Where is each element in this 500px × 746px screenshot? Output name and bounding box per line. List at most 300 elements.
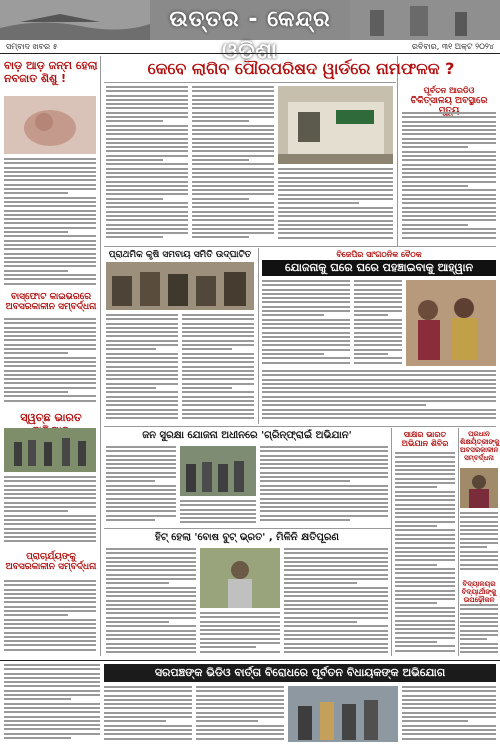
- text-line: [354, 336, 402, 338]
- text-line: [180, 500, 256, 502]
- text-line: [395, 632, 455, 634]
- text-line: [278, 232, 393, 234]
- text-line: [180, 521, 256, 523]
- text-line: [260, 472, 388, 474]
- text-line: [106, 643, 196, 645]
- text-line: [402, 125, 496, 127]
- text-line: [402, 116, 496, 118]
- text-line: [395, 478, 455, 480]
- text-line: [260, 498, 388, 500]
- text-line: [284, 565, 388, 567]
- text-line: [4, 218, 96, 220]
- text-line: [402, 207, 496, 209]
- meeting-photo: [406, 280, 496, 366]
- text-line: [460, 638, 487, 640]
- text-line: [106, 510, 176, 512]
- text-line: [106, 565, 196, 567]
- text-line: [192, 193, 274, 195]
- text-line: [4, 580, 96, 582]
- text-line: [262, 280, 350, 282]
- masthead-title: ଉତ୍ତର - କେନ୍ଦ୍ର ଓଡ଼ିଶା: [169, 7, 331, 64]
- text-line: [106, 493, 176, 495]
- text-line: [4, 278, 96, 280]
- text-line: [192, 215, 274, 217]
- text-line: [278, 224, 393, 226]
- lead-story-body-2: [192, 86, 274, 242]
- text-line: [196, 716, 284, 718]
- text-line: [278, 194, 393, 196]
- text-line: [104, 725, 192, 727]
- text-line: [354, 280, 402, 282]
- text-line: [354, 293, 402, 295]
- text-line: [4, 348, 96, 350]
- text-line: [180, 513, 256, 515]
- text-line: [354, 362, 402, 364]
- text-line: [182, 323, 254, 325]
- text-line: [106, 387, 156, 389]
- text-line: [402, 228, 496, 230]
- text-line: [106, 95, 188, 97]
- text-line: [192, 107, 274, 109]
- text-line: [4, 365, 96, 367]
- text-line: [196, 733, 284, 735]
- text-line: [106, 215, 188, 217]
- text-line: [192, 116, 274, 118]
- text-line: [192, 211, 274, 213]
- text-line: [402, 155, 496, 157]
- text-line: [182, 361, 254, 363]
- text-line: [262, 349, 350, 351]
- text-line: [260, 485, 388, 487]
- dateline: [0, 41, 500, 54]
- text-line: [395, 564, 437, 566]
- text-line: [4, 685, 100, 687]
- text-line: [4, 222, 96, 224]
- text-line: [106, 417, 178, 419]
- text-line: [200, 646, 256, 648]
- text-line: [4, 261, 96, 263]
- text-line: [182, 318, 254, 320]
- text-line: [460, 533, 498, 535]
- text-line: [402, 142, 496, 144]
- text-line: [260, 450, 388, 452]
- text-line: [460, 647, 498, 649]
- text-line: [106, 413, 178, 415]
- bottom-left-body: [4, 664, 100, 744]
- text-line: [106, 515, 176, 517]
- text-line: [284, 595, 388, 597]
- text-line: [4, 188, 96, 190]
- text-line: [460, 625, 498, 627]
- text-line: [106, 634, 196, 636]
- text-line: [278, 211, 393, 213]
- text-line: [402, 151, 496, 153]
- text-line: [106, 176, 188, 178]
- text-line: [192, 163, 274, 165]
- text-line: [402, 121, 496, 123]
- text-line: [395, 538, 455, 540]
- text-line: [395, 529, 455, 531]
- text-line: [395, 602, 437, 604]
- text-line: [4, 703, 100, 705]
- text-line: [354, 357, 402, 359]
- text-line: [192, 185, 274, 187]
- text-line: [354, 319, 402, 321]
- text-line: [4, 502, 96, 504]
- sakshar-headline: ସାକ୍ଷର ଭାରତ ଅଭିଯାନ ଶିବିର: [401, 430, 449, 449]
- text-line: [402, 690, 496, 692]
- swachh-bharat-photo: [4, 428, 96, 472]
- text-line: [192, 86, 274, 88]
- text-line: [395, 650, 455, 652]
- column-rule: [100, 56, 101, 656]
- text-line: [104, 703, 192, 705]
- text-line: [402, 738, 496, 740]
- text-line: [4, 690, 100, 692]
- text-line: [104, 729, 192, 731]
- vidyalaya-headline: ବିଦ୍ୟାଳୟର ବିଦ୍ୟାର୍ଥୀଙ୍କୁ ଉପଢ଼ୌକନ: [461, 580, 497, 605]
- text-line: [192, 103, 274, 105]
- bottom-banner-body-3: [402, 686, 496, 744]
- text-line: [395, 637, 455, 639]
- left-mid2-headline: ସ୍ୱଚ୍ଛ ଭାରତ: [20, 411, 82, 424]
- text-line: [395, 577, 455, 579]
- text-line: [262, 327, 350, 329]
- text-line: [460, 564, 498, 566]
- text-line: [106, 612, 196, 614]
- text-line: [106, 374, 178, 376]
- text-line: [200, 629, 280, 631]
- text-line: [262, 391, 496, 393]
- text-line: [106, 340, 178, 342]
- text-line: [4, 493, 96, 495]
- text-line: [262, 301, 350, 303]
- text-line: [402, 112, 496, 114]
- text-line: [196, 738, 284, 740]
- pramukh-headline: ପ୍ରଧାନ ଶିକ୍ଷୟିତ୍ରୀଙ୍କୁ ଅବସରକାଳୀନ ସମ୍ବର୍ଦ୍ଧନା: [460, 430, 500, 463]
- text-line: [402, 176, 496, 178]
- text-line: [106, 146, 188, 148]
- text-line: [4, 597, 96, 599]
- text-line: [395, 568, 455, 570]
- text-line: [262, 314, 324, 316]
- text-line: [262, 297, 350, 299]
- text-line: [402, 159, 496, 161]
- text-line: [262, 293, 350, 295]
- text-line: [106, 150, 188, 152]
- text-line: [395, 461, 455, 463]
- text-line: [192, 176, 274, 178]
- text-line: [4, 668, 100, 670]
- text-line: [260, 493, 388, 495]
- text-line: [182, 374, 254, 376]
- column-rule: [397, 56, 398, 246]
- text-line: [4, 489, 96, 491]
- text-line: [395, 504, 455, 506]
- text-line: [402, 720, 468, 722]
- text-line: [402, 202, 496, 204]
- text-line: [262, 370, 496, 372]
- lead-story-body-3: [278, 168, 393, 242]
- text-line: [460, 621, 498, 623]
- text-line: [106, 480, 155, 482]
- text-line: [192, 90, 274, 92]
- text-line: [4, 184, 96, 186]
- text-line: [106, 327, 178, 329]
- text-line: [278, 181, 393, 183]
- text-line: [104, 699, 192, 701]
- right-top-headline: ଚିକିତ୍ସାଳୟ ଅବସ୍ଥାରେ: [410, 96, 488, 106]
- pramukh-body: [460, 512, 498, 576]
- text-line: [395, 594, 455, 596]
- text-line: [4, 632, 96, 634]
- text-line: [106, 168, 188, 170]
- text-line: [4, 322, 96, 324]
- text-line: [106, 600, 196, 602]
- text-line: [395, 585, 455, 587]
- text-line: [354, 323, 402, 325]
- text-line: [4, 728, 100, 730]
- text-line: [106, 189, 188, 191]
- text-line: [262, 306, 350, 308]
- text-line: [182, 413, 254, 415]
- text-line: [106, 112, 188, 114]
- text-line: [260, 506, 388, 508]
- text-line: [4, 197, 96, 199]
- right-top-kicker: ପୂର୍ବତନ ଆରଡିଓ: [423, 86, 475, 95]
- vidyalaya-body: [460, 604, 498, 656]
- text-line: [106, 400, 178, 402]
- text-line: [460, 551, 498, 553]
- text-line: [106, 206, 188, 208]
- text-line: [460, 630, 498, 632]
- column-rule: [458, 428, 459, 656]
- text-line: [354, 310, 402, 312]
- text-line: [395, 615, 455, 617]
- text-line: [106, 383, 178, 385]
- text-line: [106, 133, 188, 135]
- text-line: [4, 378, 96, 380]
- text-line: [192, 189, 274, 191]
- text-line: [104, 720, 166, 722]
- text-line: [104, 707, 192, 709]
- text-line: [284, 612, 388, 614]
- text-line: [402, 215, 496, 217]
- text-line: [106, 519, 155, 521]
- text-line: [354, 301, 402, 303]
- text-line: [4, 227, 96, 229]
- text-line: [402, 172, 496, 174]
- text-line: [460, 546, 487, 548]
- text-line: [460, 525, 498, 527]
- text-line: [106, 155, 188, 157]
- bota-headline: ହିଟ୍ ହେଲା 'ବୋଷ ବୁଟ୍ ଭ୍ରତ' , ମିଳିନି କ୍ଷତିପୂରଣ: [154, 532, 339, 543]
- text-line: [182, 335, 254, 337]
- text-line: [106, 472, 176, 474]
- text-line: [4, 192, 68, 194]
- text-line: [262, 362, 350, 364]
- text-line: [284, 587, 388, 589]
- left-mid2-story-body: [4, 476, 96, 546]
- text-line: [4, 391, 68, 393]
- text-line: [354, 332, 402, 334]
- text-line: [106, 318, 178, 320]
- masthead-photo-right: [350, 0, 500, 40]
- text-line: [182, 391, 254, 393]
- text-line: [284, 608, 388, 610]
- text-line: [4, 339, 96, 341]
- text-line: [192, 159, 249, 161]
- text-line: [262, 340, 350, 342]
- pramukh-photo: [460, 468, 498, 508]
- text-line: [104, 695, 192, 697]
- text-line: [182, 387, 232, 389]
- text-line: [284, 630, 388, 632]
- text-line: [4, 627, 96, 629]
- text-line: [106, 450, 176, 452]
- text-line: [4, 201, 96, 203]
- text-line: [402, 725, 496, 727]
- text-line: [182, 357, 254, 359]
- text-line: [106, 489, 176, 491]
- text-line: [395, 641, 437, 643]
- bota-body-3: [284, 548, 388, 656]
- text-line: [402, 716, 496, 718]
- text-line: [262, 374, 496, 376]
- text-line: [354, 284, 402, 286]
- text-line: [4, 623, 96, 625]
- text-line: [182, 344, 254, 346]
- text-line: [106, 86, 188, 88]
- text-line: [4, 584, 96, 586]
- text-line: [4, 510, 68, 512]
- text-line: [106, 502, 176, 504]
- text-line: [402, 733, 496, 735]
- text-line: [4, 485, 96, 487]
- mid-right-kicker: ବିଜେପିର ସାଂଗଠନିକ ବୈଠକ: [336, 250, 422, 259]
- text-line: [106, 219, 188, 221]
- text-line: [4, 357, 96, 359]
- text-line: [106, 125, 188, 127]
- text-line: [192, 142, 274, 144]
- text-line: [4, 370, 96, 372]
- text-line: [182, 314, 254, 316]
- text-line: [182, 400, 254, 402]
- mid-right-story-body-1: [262, 280, 350, 366]
- text-line: [395, 456, 455, 458]
- text-line: [106, 446, 176, 448]
- bota-photo: [200, 548, 280, 608]
- text-line: [262, 357, 350, 359]
- text-line: [262, 289, 350, 291]
- text-line: [4, 395, 96, 397]
- text-line: [4, 698, 71, 700]
- text-line: [106, 604, 196, 606]
- text-line: [4, 640, 96, 642]
- text-line: [196, 725, 284, 727]
- text-line: [260, 446, 388, 448]
- right-top-story-body: [402, 112, 496, 244]
- text-line: [402, 224, 468, 226]
- text-line: [196, 729, 284, 731]
- text-line: [4, 265, 96, 267]
- text-line: [4, 610, 96, 612]
- text-line: [260, 502, 388, 504]
- text-line: [106, 552, 196, 554]
- text-line: [104, 690, 192, 692]
- text-line: [4, 283, 96, 285]
- text-line: [4, 480, 96, 482]
- lead-story-body-1: [106, 86, 188, 242]
- text-line: [460, 613, 498, 615]
- text-line: [4, 210, 96, 212]
- text-line: [106, 361, 178, 363]
- text-line: [260, 489, 388, 491]
- column-rule: [258, 248, 259, 424]
- text-line: [104, 712, 192, 714]
- text-line: [284, 574, 388, 576]
- text-line: [402, 164, 496, 166]
- text-line: [284, 625, 388, 627]
- text-line: [4, 158, 96, 160]
- lead-headline: କେବେ ଲାଗିବ ପୌରପରିଷଦ ୱାର୍ଡରେ ନାମଫଳକ ?: [147, 59, 455, 78]
- text-line: [192, 155, 274, 157]
- text-line: [106, 353, 178, 355]
- text-line: [402, 211, 496, 213]
- text-line: [106, 202, 188, 204]
- text-line: [4, 677, 100, 679]
- text-line: [200, 621, 280, 623]
- text-line: [402, 138, 496, 140]
- left-top-headline: ବାଡ଼ ଆଡ଼ ଜନ୍ମ ହେଲା ନବଜାତ ଶିଶୁ !: [4, 59, 98, 85]
- text-line: [395, 521, 455, 523]
- text-line: [182, 331, 254, 333]
- text-line: [196, 703, 284, 705]
- rule: [104, 426, 496, 427]
- text-line: [106, 335, 178, 337]
- text-line: [4, 175, 96, 177]
- text-line: [262, 319, 350, 321]
- bota-body-2: [200, 612, 280, 656]
- text-line: [402, 686, 496, 688]
- text-line: [284, 561, 388, 563]
- text-line: [4, 387, 96, 389]
- text-line: [395, 473, 455, 475]
- text-line: [106, 396, 178, 398]
- column-rule: [391, 428, 392, 656]
- text-line: [192, 129, 274, 131]
- text-line: [284, 638, 388, 640]
- left-mid-story-body: [4, 318, 96, 408]
- text-line: [460, 521, 498, 523]
- text-line: [106, 574, 196, 576]
- text-line: [354, 344, 402, 346]
- text-line: [192, 228, 274, 230]
- text-line: [402, 237, 496, 239]
- text-line: [106, 314, 178, 316]
- text-line: [278, 177, 393, 179]
- text-line: [196, 695, 284, 697]
- text-line: [395, 534, 455, 536]
- text-line: [354, 353, 388, 355]
- text-line: [106, 557, 196, 559]
- mid-left-story-body-1: [106, 314, 178, 424]
- text-line: [4, 361, 96, 363]
- text-line: [354, 297, 402, 299]
- text-line: [262, 396, 496, 398]
- text-line: [402, 198, 496, 200]
- jan-suraksha-headline: ଜନ ସୁରକ୍ଷା ଯୋଜନା ଅଧୀନରେ 'ଗ୍ରିନ୍‌ଫ୍ରାଇଁ ଅଭିଯାନ': [142, 430, 352, 441]
